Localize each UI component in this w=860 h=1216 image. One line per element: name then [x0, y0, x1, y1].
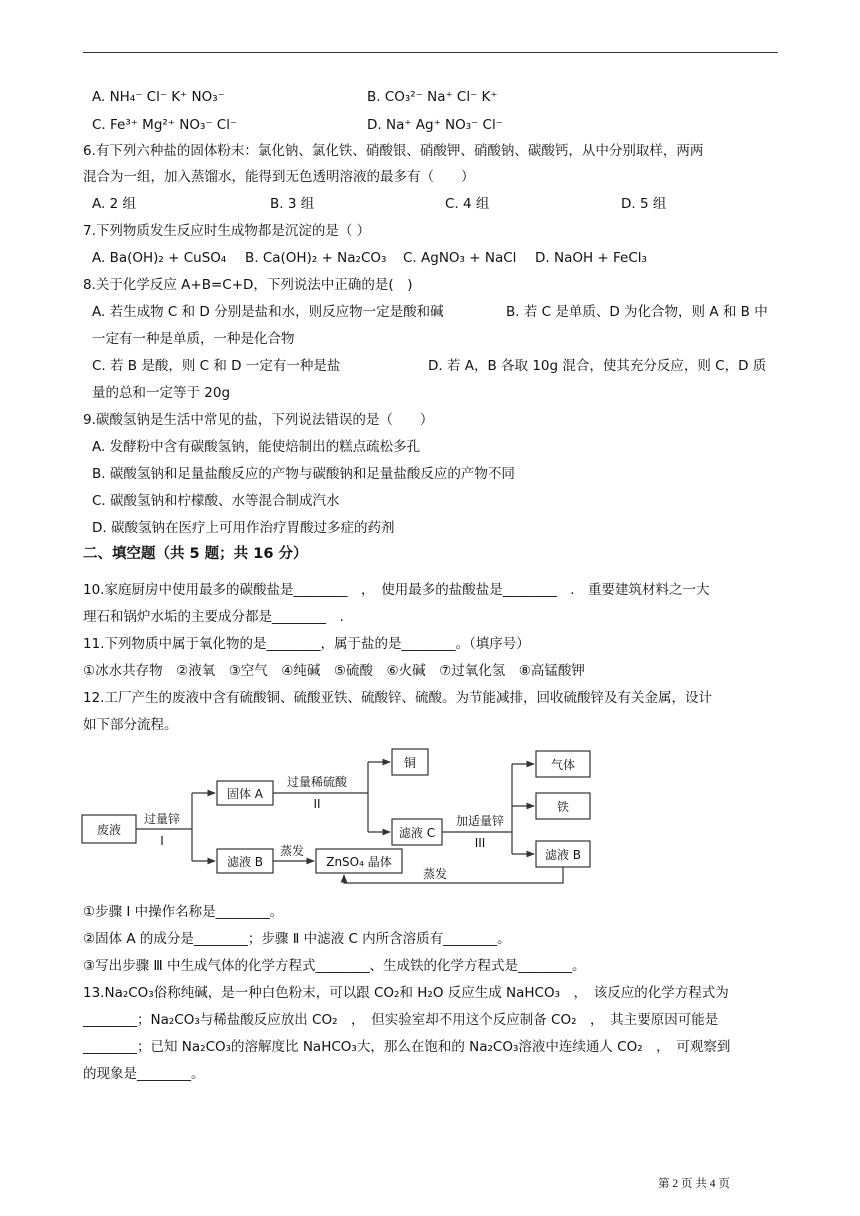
- q9-stem: 9.碳酸氢钠是生活中常见的盐，下列说法错误的是（ ）: [83, 412, 434, 428]
- q7-option-c: C. AgNO₃ + NaCl: [403, 250, 517, 266]
- q6-option-c: C. 4 组: [445, 196, 490, 212]
- q9-option-c: C. 碳酸氢钠和柠檬酸、水等混合制成汽水: [92, 493, 340, 509]
- iron-label: 铁: [556, 800, 570, 814]
- q10-line1: 10.家庭厨房中使用最多的碳酸盐是________ ， 使用最多的盐酸盐是________ . 重要建筑材料之一大: [83, 582, 710, 598]
- solid-a-label: 固体 A: [226, 787, 264, 801]
- page-number: 第 2 页 共 4 页: [658, 1178, 730, 1190]
- q5-option-d: D. Na⁺ Ag⁺ NO₃⁻ Cl⁻: [367, 117, 503, 133]
- q6-stem-line2: 混合为一组，加入蒸馏水，能得到无色透明溶液的最多有（ ）: [83, 169, 475, 185]
- q6-option-d: D. 5 组: [621, 196, 667, 212]
- filtrate-b-label: 滤液 B: [226, 855, 264, 869]
- q5-option-b: B. CO₃²⁻ Na⁺ Cl⁻ K⁺: [367, 89, 498, 105]
- q9-option-d: D. 碳酸氢钠在医疗上可用作治疗胃酸过多症的药剂: [92, 520, 395, 536]
- q8-option-b-cont: 一定有一种是单质，一种是化合物: [92, 331, 295, 347]
- filtrate-c-label: 滤液 C: [398, 826, 436, 840]
- q7-option-b: B. Ca(OH)₂ + Na₂CO₃: [245, 250, 387, 266]
- q8-option-d: D. 若 A，B 各取 10g 混合，使其充分反应，则 C，D 质: [428, 358, 767, 374]
- q6-option-b: B. 3 组: [270, 196, 315, 212]
- q8-option-c: C. 若 B 是酸，则 C 和 D 一定有一种是盐: [92, 358, 341, 374]
- q5-option-a: A. NH₄⁻ Cl⁻ K⁺ NO₃⁻: [92, 89, 225, 105]
- q12-sub3: ③写出步骤 Ⅲ 中生成气体的化学方程式________、生成铁的化学方程式是________。: [83, 958, 586, 974]
- q8-option-a: A. 若生成物 C 和 D 分别是盐和水，则反应物一定是酸和碱: [92, 304, 444, 320]
- waste-liquid-label: 废液: [96, 823, 122, 837]
- excess-zinc-label: 过量锌: [143, 812, 181, 826]
- process-flow-diagram: [80, 745, 600, 885]
- copper-label: 铜: [403, 756, 417, 770]
- evaporate-label-1: 蒸发: [279, 844, 305, 858]
- q13-line4: 的现象是________。: [83, 1066, 205, 1082]
- q7-stem: 7.下列物质发生反应时生成物都是沉淀的是（ ）: [83, 223, 371, 239]
- q11-line1: 11.下列物质中属于氧化物的是________，属于盐的是________。（填序号）: [83, 636, 530, 652]
- q13-line2: ________；Na₂CO₃与稀盐酸反应放出 CO₂ ， 但实验室却不用这个反应制备 CO₂ ， 其主要原因可能是: [83, 1012, 719, 1028]
- step-2-label: II: [313, 797, 321, 811]
- q8-option-d-cont: 量的总和一定等于 20g: [92, 385, 231, 401]
- q6-stem-line1: 6.有下列六种盐的固体粉末：氯化钠、氯化铁、硝酸银、硝酸钾、硝酸钠、碳酸钙，从中分别取样，两两: [83, 143, 704, 159]
- section-fill-in-title: 二、填空题（共 5 题；共 16 分）: [83, 546, 308, 562]
- proper-zinc-label: 加适量锌: [455, 814, 505, 828]
- q11-options: ①冰水共存物 ②液氧 ③空气 ④纯碱 ⑤硫酸 ⑥火碱 ⑦过氧化氢 ⑧高锰酸钾: [83, 663, 585, 679]
- q5-option-c: C. Fe³⁺ Mg²⁺ NO₃⁻ Cl⁻: [92, 117, 238, 133]
- excess-dilute-acid-label: 过量稀硫酸: [286, 775, 348, 789]
- q10-line2: 理石和锅炉水垢的主要成分都是________ .: [83, 609, 344, 625]
- q7-option-a: A. Ba(OH)₂ + CuSO₄: [92, 250, 227, 266]
- znso4-crystal-label: ZnSO₄ 晶体: [326, 855, 392, 869]
- q12-sub1: ①步骤 Ⅰ 中操作名称是________。: [83, 904, 284, 920]
- gas-label: 气体: [550, 758, 576, 772]
- q13-line3: ________；已知 Na₂CO₃的溶解度比 NaHCO₃大，那么在饱和的 Na₂CO₃溶液中连续通人 CO₂ ， 可观察到: [83, 1039, 731, 1055]
- header-rule: [83, 52, 778, 53]
- q8-option-b: B. 若 C 是单质、D 为化合物，则 A 和 B 中: [506, 304, 768, 320]
- q12-line1: 12.工厂产生的废液中含有硫酸铜、硫酸亚铁、硫酸锌、硫酸。为节能减排，回收硫酸锌及有关金属，设计: [83, 690, 712, 706]
- step-3-label: III: [474, 836, 486, 850]
- q12-line2: 如下部分流程。: [83, 717, 178, 733]
- q7-option-d: D. NaOH + FeCl₃: [535, 250, 647, 266]
- q13-line1: 13.Na₂CO₃俗称纯碱，是一种白色粉末，可以跟 CO₂和 H₂O 反应生成 NaHCO₃ ， 该反应的化学方程式为: [83, 985, 729, 1001]
- q9-option-a: A. 发酵粉中含有碳酸氢钠，能使焙制出的糕点疏松多孔: [92, 439, 421, 455]
- step-1-label: I: [160, 834, 164, 848]
- q12-sub2: ②固体 A 的成分是________；步骤 Ⅱ 中滤液 C 内所含溶质有________。: [83, 931, 511, 947]
- q9-option-b: B. 碳酸氢钠和足量盐酸反应的产物与碳酸钠和足量盐酸反应的产物不同: [92, 466, 515, 482]
- evaporate-label-2: 蒸发: [422, 867, 448, 881]
- q8-stem: 8.关于化学反应 A+B=C+D，下列说法中正确的是( ): [83, 277, 413, 293]
- q6-option-a: A. 2 组: [92, 196, 136, 212]
- filtrate-b-result-label: 滤液 B: [544, 848, 582, 862]
